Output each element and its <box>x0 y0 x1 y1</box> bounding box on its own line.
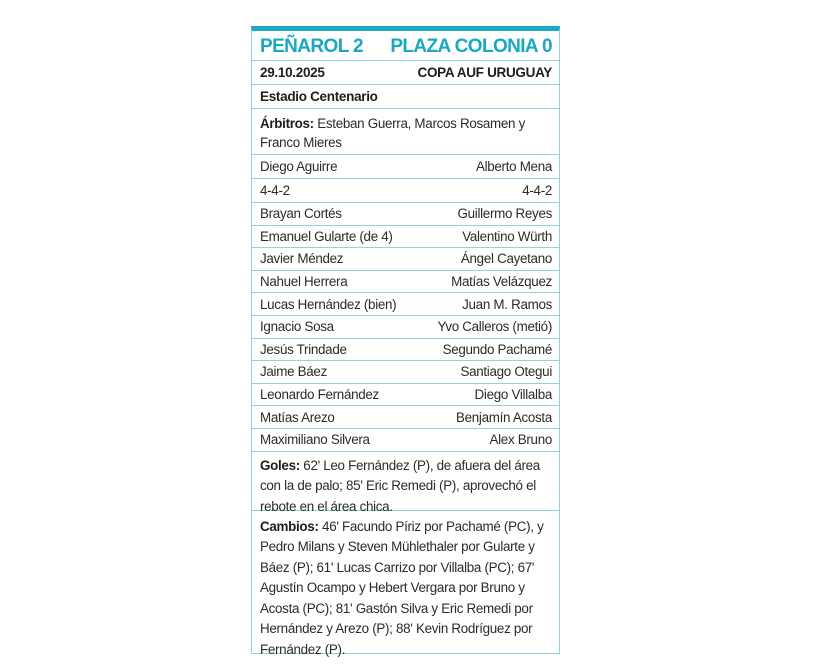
goals-block <box>252 452 559 514</box>
lineup-row <box>252 293 559 316</box>
home-player: Javier Méndez <box>260 251 344 267</box>
lineup-row <box>252 429 559 452</box>
referees-text: Esteban Guerra, Marcos Rosamen y Franco Mieres <box>260 116 525 150</box>
substitutions-text: 46' Facundo Píriz por Pachamé (PC), y Pedro Milans y Steven Mühlethaler por Gularte y Báez (P); 61' Lucas Carrizo por Villalba (PC); 67' Agustín Ocampo y Hebert Vergara por Bruno y Acosta (PC); 81' Gastón Silva y Eric Remedi por Hernández y Arezo (P); 88' Kevin Rodríguez por Fernández (P). <box>260 518 544 657</box>
venue-row <box>252 85 559 109</box>
lineup-row <box>252 271 559 294</box>
referees-label: Árbitros: <box>260 116 314 131</box>
away-player: Yvo Calleros (metió) <box>437 319 552 335</box>
match-date: 29.10.2025 <box>260 65 325 80</box>
away-player: Benjamín Acosta <box>456 409 552 425</box>
away-player: Ángel Cayetano <box>460 251 552 267</box>
away-player: Santiago Otegui <box>460 364 552 380</box>
goals-label: Goles: <box>260 457 300 473</box>
away-player: Matías Velázquez <box>451 274 552 290</box>
away-player: Diego Villalba <box>474 387 552 403</box>
lineup-row <box>252 203 559 226</box>
lineup-row <box>252 316 559 339</box>
home-player: Leonardo Fernández <box>260 387 379 403</box>
home-player: Lucas Hernández (bien) <box>260 296 397 312</box>
home-player: Maximiliano Silvera <box>260 432 370 448</box>
home-player: Jesús Trindade <box>260 341 347 357</box>
competition: COPA AUF URUGUAY <box>417 65 552 80</box>
home-player: Matías Arezo <box>260 409 335 425</box>
away-formation: 4-4-2 <box>522 183 552 198</box>
away-player: Segundo Pachamé <box>442 341 552 357</box>
away-team-score: PLAZA COLONIA 0 <box>390 35 552 57</box>
home-player: Nahuel Herrera <box>260 274 348 290</box>
away-player: Valentino Würth <box>462 228 552 244</box>
away-player: Guillermo Reyes <box>457 206 552 222</box>
lineup-row <box>252 406 559 429</box>
substitutions-label: Cambios: <box>260 518 319 534</box>
match-meta <box>252 61 559 85</box>
home-coach: Diego Aguirre <box>260 159 338 174</box>
away-player: Juan M. Ramos <box>462 296 552 312</box>
home-team-score: PEÑAROL 2 <box>260 35 363 57</box>
home-player: Emanuel Gularte (de 4) <box>260 228 393 244</box>
home-player: Brayan Cortés <box>260 206 342 222</box>
match-report-card <box>251 26 560 657</box>
lineup-row <box>252 226 559 249</box>
lineup-row <box>252 384 559 407</box>
away-player: Alex Bruno <box>489 432 552 448</box>
home-player: Ignacio Sosa <box>260 319 334 335</box>
lineup-row <box>252 339 559 362</box>
away-coach: Alberto Mena <box>475 159 552 174</box>
substitutions-block <box>252 511 559 667</box>
home-formation: 4-4-2 <box>260 183 290 198</box>
coaches-row <box>252 155 559 179</box>
referees-row <box>252 109 559 155</box>
goals-text: 62' Leo Fernández (P), de afuera del área con la de palo; 85' Eric Remedi (P), aprovechó el rebote en el área chica. <box>260 457 540 514</box>
lineup-row <box>252 248 559 271</box>
venue: Estadio Centenario <box>260 89 378 104</box>
lineup-row <box>252 361 559 384</box>
home-player: Jaime Báez <box>260 364 327 380</box>
score-header <box>252 31 559 61</box>
formations-row <box>252 179 559 203</box>
